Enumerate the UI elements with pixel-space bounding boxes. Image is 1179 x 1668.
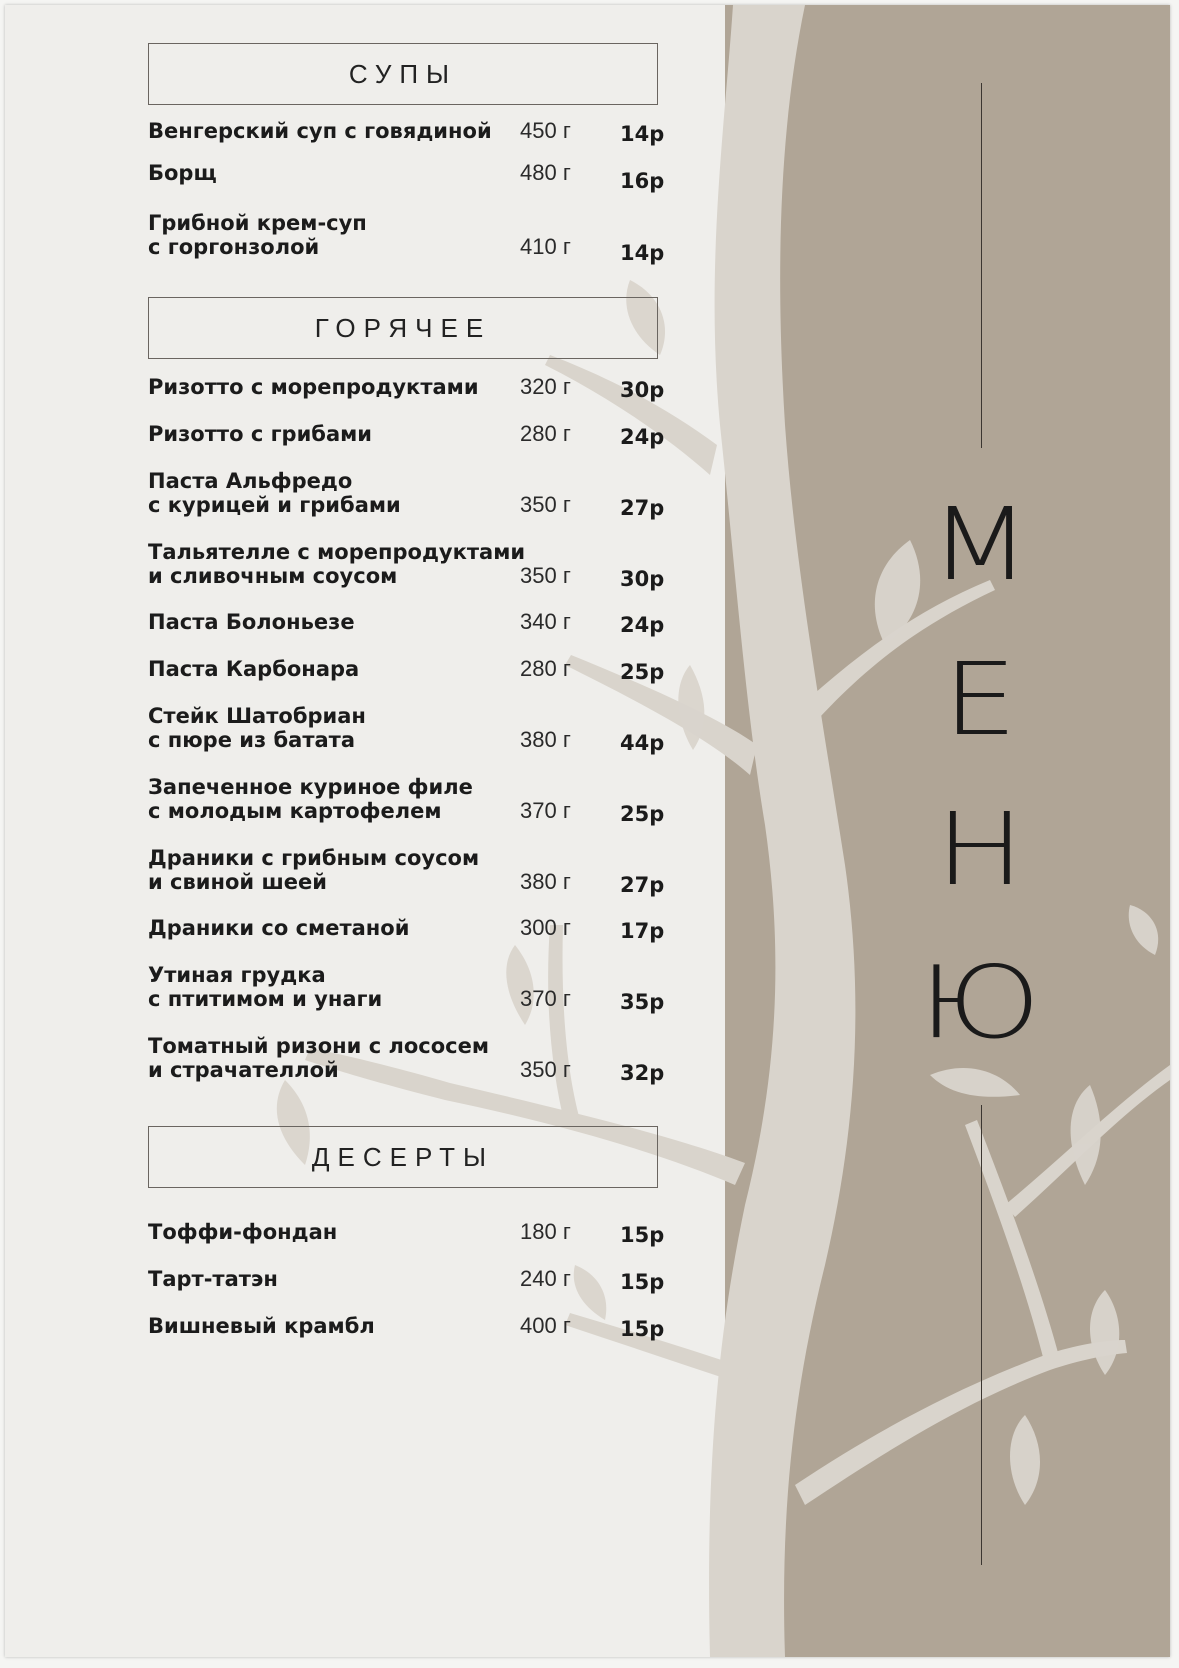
- item-name: Ризотто с морепродуктами: [148, 375, 479, 399]
- item-price: 25р: [620, 802, 665, 826]
- item-name: Тарт-татэн: [148, 1267, 278, 1291]
- item-price: 15р: [620, 1317, 665, 1341]
- item-price: 27р: [620, 873, 665, 897]
- item-price: 30р: [620, 567, 665, 591]
- item-price: 14р: [620, 241, 665, 265]
- decorative-line-bottom: [981, 1105, 982, 1565]
- item-price: 14р: [620, 122, 665, 146]
- item-price: 44р: [620, 731, 665, 755]
- title-letter-e: Е: [942, 641, 1018, 758]
- title-letter-n: Н: [935, 791, 1025, 908]
- item-weight: 180 г: [520, 1219, 571, 1244]
- item-weight: 280 г: [520, 656, 571, 681]
- item-price: 16р: [620, 169, 665, 193]
- item-weight: 410 г: [520, 234, 571, 259]
- item-weight: 350 г: [520, 1057, 571, 1082]
- title-letter-m: М: [929, 486, 1031, 603]
- item-weight: 450 г: [520, 118, 571, 143]
- menu-item: [148, 1313, 668, 1341]
- item-price: 24р: [620, 613, 665, 637]
- section-header-soups: СУПЫ: [148, 43, 658, 105]
- item-name: Томатный ризони с лососем и страчателлой: [148, 1034, 489, 1082]
- menu-item: [148, 540, 668, 591]
- item-weight: 280 г: [520, 421, 571, 446]
- title-letter-yu: Ю: [919, 944, 1041, 1061]
- item-name: Венгерский суп с говядиной: [148, 119, 492, 143]
- item-name: Драники с грибным соусом и свиной шеей: [148, 846, 480, 894]
- section-header-hot: ГОРЯЧЕЕ: [148, 297, 658, 359]
- section-header-desserts: ДЕСЕРТЫ: [148, 1126, 658, 1188]
- menu-item: [148, 846, 668, 897]
- menu-item: [148, 1266, 668, 1294]
- menu-item: [148, 609, 668, 637]
- decorative-line-top: [981, 83, 982, 448]
- item-weight: 340 г: [520, 609, 571, 634]
- item-weight: 300 г: [520, 915, 571, 940]
- item-name: Запеченное куриное филе с молодым картофелем: [148, 775, 473, 823]
- menu-item: [148, 656, 668, 684]
- menu-page: [5, 5, 1170, 1657]
- item-name: Драники со сметаной: [148, 916, 410, 940]
- item-weight: 380 г: [520, 727, 571, 752]
- menu-item: [148, 421, 668, 449]
- menu-item: [148, 374, 668, 402]
- item-name: Вишневый крамбл: [148, 1314, 375, 1338]
- item-name: Паста Альфредо с курицей и грибами: [148, 469, 401, 517]
- item-price: 35р: [620, 990, 665, 1014]
- item-name: Паста Карбонара: [148, 657, 360, 681]
- menu-item: [148, 1219, 668, 1247]
- item-price: 15р: [620, 1223, 665, 1247]
- item-weight: 320 г: [520, 374, 571, 399]
- menu-item: [148, 203, 668, 265]
- item-name: Борщ: [148, 161, 217, 185]
- item-name: Тоффи-фондан: [148, 1220, 338, 1244]
- item-weight: 350 г: [520, 563, 571, 588]
- item-weight: 370 г: [520, 986, 571, 1011]
- menu-item: [148, 704, 668, 755]
- menu-item: [148, 963, 668, 1014]
- item-weight: 380 г: [520, 869, 571, 894]
- menu-item: [148, 775, 668, 826]
- item-price: 30р: [620, 378, 665, 402]
- item-name: Тальятелле с морепродуктами и сливочным соусом: [148, 540, 526, 588]
- menu-item: [148, 915, 668, 943]
- item-name: Грибной крем-суп с горгонзолой: [148, 211, 367, 259]
- item-name: Паста Болоньезе: [148, 610, 355, 634]
- item-price: 17р: [620, 919, 665, 943]
- item-name: Ризотто с грибами: [148, 422, 373, 446]
- item-weight: 400 г: [520, 1313, 571, 1338]
- menu-item: [148, 1034, 668, 1085]
- item-name: Стейк Шатобриан с пюре из батата: [148, 704, 366, 752]
- item-name: Утиная грудка с птитимом и унаги: [148, 963, 383, 1011]
- menu-item: [148, 160, 668, 193]
- item-weight: 240 г: [520, 1266, 571, 1291]
- item-price: 25р: [620, 660, 665, 684]
- item-price: 15р: [620, 1270, 665, 1294]
- item-weight: 480 г: [520, 160, 571, 185]
- item-price: 32р: [620, 1061, 665, 1085]
- item-price: 27р: [620, 496, 665, 520]
- item-weight: 370 г: [520, 798, 571, 823]
- item-price: 24р: [620, 425, 665, 449]
- menu-item: [148, 118, 668, 146]
- menu-item: [148, 469, 668, 520]
- item-weight: 350 г: [520, 492, 571, 517]
